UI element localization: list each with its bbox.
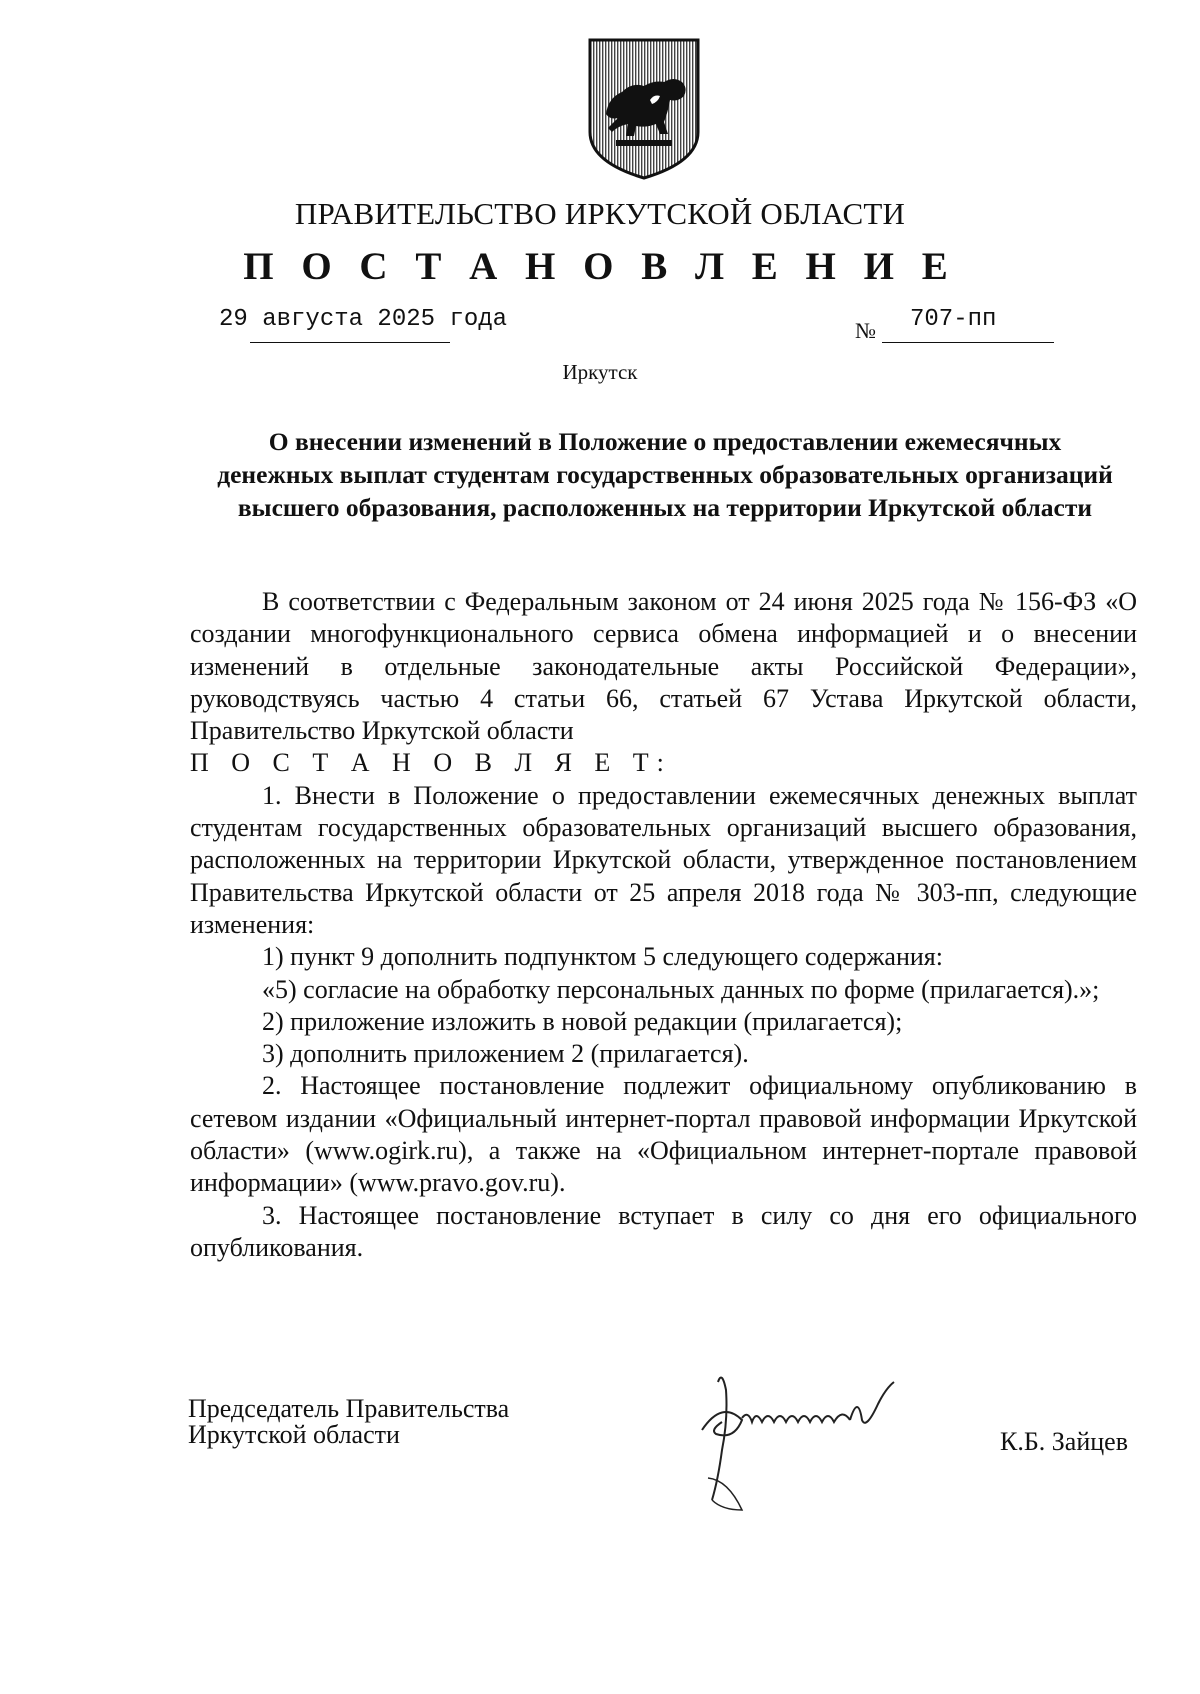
item-1-1-text-paragraph: «5) согласие на обработку персональных данных по форме (прилагается).»;: [262, 974, 1100, 1004]
signatory-position-line1: Председатель Правительства: [188, 1394, 510, 1423]
item-1-2-paragraph: 2) приложение изложить в новой редакции (прилагается);: [262, 1006, 903, 1036]
document-body: [190, 586, 1137, 1264]
signatory-position-line2: Иркутской области: [188, 1420, 400, 1449]
document-title: О внесении изменений в Положение о предоставлении ежемесячных денежных выплат студентам государственных образовательных организаций высшего образования, расположенных на территории Иркутской области: [217, 427, 1113, 522]
coat-of-arms-icon: [584, 36, 704, 182]
government-name: ПРАВИТЕЛЬСТВО ИРКУТСКОЙ ОБЛАСТИ: [294, 196, 906, 231]
number-underline: [882, 342, 1054, 343]
document-kind: П О С Т А Н О В Л Е Н И Е: [243, 245, 957, 288]
handwritten-signature: [682, 1360, 962, 1520]
item-1-1-paragraph: 1) пункт 9 дополнить подпунктом 5 следующего содержания:: [262, 942, 943, 972]
decree-word: П О С Т А Н О В Л Я Е Т:: [190, 748, 672, 778]
document-date: 29 августа 2025 года: [219, 306, 508, 333]
signatory-name: К.Б. Зайцев: [1000, 1427, 1128, 1456]
item-1-paragraph: 1. Внести в Положение о предоставлении ежемесячных денежных выплат студентам государственных образовательных организаций высшего образования, расположенных на территории Иркутской области, утвержденное постановлением Правительства Иркутской области от 25 апреля 2018 года № 303-пп, следующие изменения:: [190, 780, 1137, 939]
item-2-paragraph: 2. Настоящее постановление подлежит официальному опубликованию в сетевом издании «Официальный интернет-портал правовой информации Иркутской области» (www.ogirk.ru), а также на «Официальном интернет-портале правовой информации» (www.pravo.gov.ru).: [190, 1071, 1137, 1198]
date-underline: [250, 342, 450, 343]
signatory-position: [188, 1396, 509, 1448]
city-name: Иркутск: [562, 360, 638, 384]
preamble-paragraph: В соответствии с Федеральным законом от 24 июня 2025 года № 156-ФЗ «О создании многофункционального сервиса обмена информацией и о внесении изменений в отдельные законодательные акты Российской Федерации», руководствуясь частью 4 статьи 66, статьей 67 Устава Иркутской области, Правительство Иркутской области: [190, 587, 1137, 746]
item-3-paragraph: 3. Настоящее постановление вступает в силу со дня его официального опубликования.: [190, 1200, 1137, 1262]
item-1-3-paragraph: 3) дополнить приложением 2 (прилагается).: [262, 1039, 749, 1069]
number-sign: №: [855, 318, 876, 343]
document-number: 707-пп: [910, 306, 997, 333]
